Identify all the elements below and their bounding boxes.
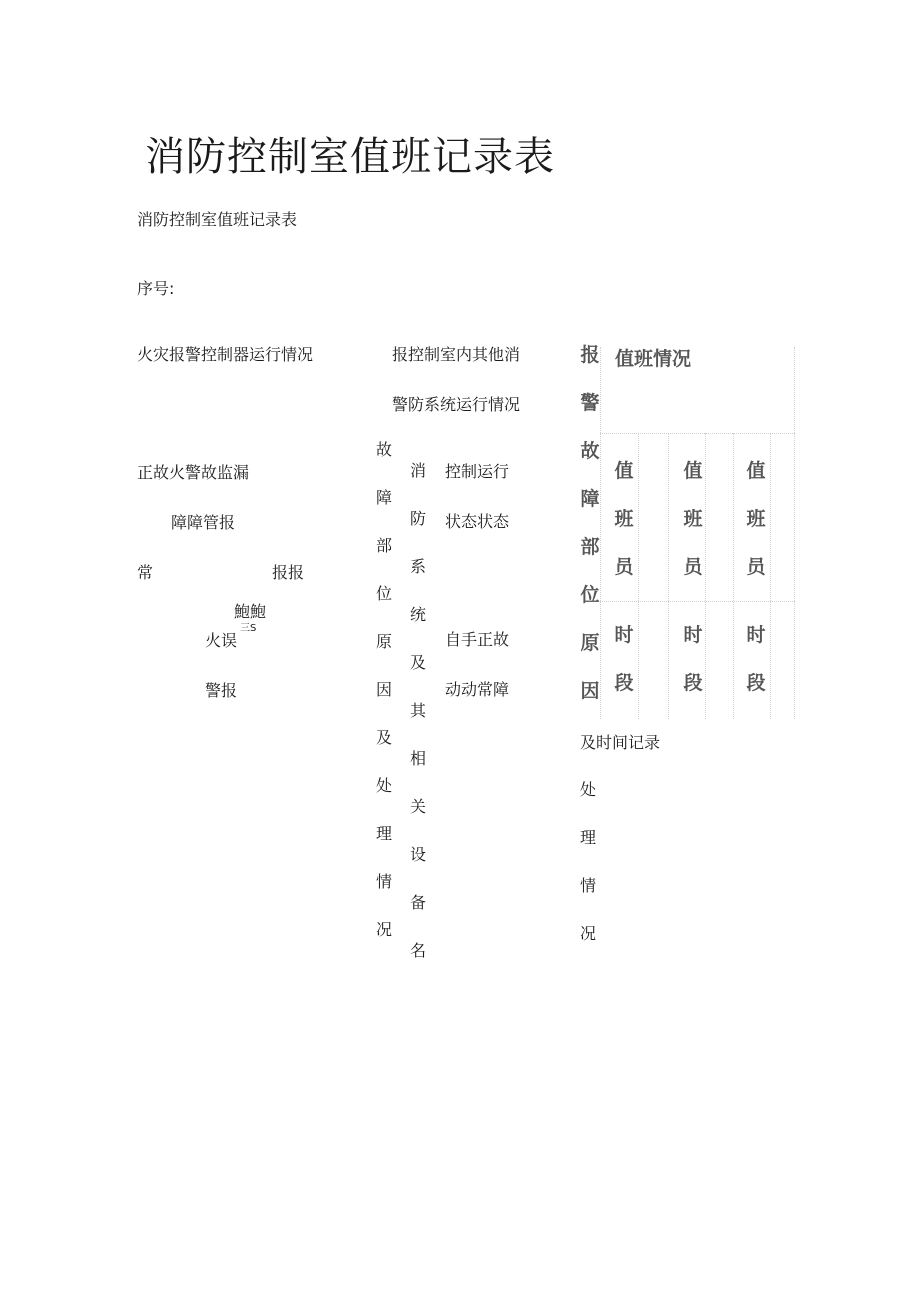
- grid-line: [600, 347, 601, 719]
- alarm-fault-char: 报: [580, 344, 600, 366]
- duty-staff-char: 班: [614, 508, 634, 530]
- duty-staff-char: 段: [614, 672, 634, 694]
- fire-alarm-row-6: 警报: [205, 681, 238, 700]
- fire-alarm-row-1: 正故火警故监漏: [137, 463, 250, 482]
- fault-location-char: 情: [375, 872, 392, 891]
- fire-alarm-row-3b: 报报: [272, 563, 305, 582]
- alarm-fault-char: 原: [580, 632, 600, 654]
- duty-staff-char: 段: [683, 672, 703, 694]
- duty-staff-column-1: [614, 459, 634, 719]
- document-subtitle: 消防控制室值班记录表: [137, 210, 298, 229]
- fault-location-char: 部: [375, 536, 392, 555]
- duty-staff-char: 时: [746, 624, 766, 646]
- alarm-fault-char: 故: [580, 440, 600, 462]
- duty-staff-char: 员: [683, 556, 703, 578]
- duty-staff-char: 段: [746, 672, 766, 694]
- alarm-fault-column: [580, 343, 600, 727]
- duty-staff-column-2: [683, 459, 703, 719]
- fire-system-char: 名: [409, 941, 426, 960]
- fire-alarm-row-3a: 常: [137, 563, 154, 582]
- control-state-row-2: 状态状态: [445, 512, 510, 531]
- grid-line: [668, 433, 669, 719]
- fire-system-char: 关: [409, 797, 426, 816]
- handling-char: 情: [579, 876, 596, 895]
- grid-line: [705, 433, 706, 719]
- fire-system-column: [408, 461, 428, 989]
- fire-system-char: 设: [409, 845, 426, 864]
- fault-location-char: 障: [375, 488, 392, 507]
- fire-system-char: 防: [409, 509, 426, 528]
- page-title: 消防控制室值班记录表: [145, 134, 555, 180]
- duty-staff-char: 时: [614, 624, 634, 646]
- fault-location-char: 理: [375, 824, 392, 843]
- duty-staff-char: 值: [614, 460, 634, 482]
- serial-number-label: 序号:: [137, 279, 175, 298]
- grid-line: [770, 433, 771, 719]
- duty-staff-char: 班: [683, 508, 703, 530]
- grid-line: [794, 347, 795, 719]
- fault-location-char: 及: [375, 728, 392, 747]
- duty-staff-char: 班: [746, 508, 766, 530]
- fault-location-char: 位: [375, 584, 392, 603]
- duty-status-header: 值班情况: [615, 348, 692, 370]
- grid-line: [600, 433, 795, 434]
- fire-system-char: 相: [409, 749, 426, 768]
- other-systems-header-2: 警防系统运行情况: [392, 395, 521, 414]
- fault-location-char: 故: [375, 440, 392, 459]
- alarm-fault-char: 警: [580, 392, 600, 414]
- alarm-fault-char: 因: [580, 680, 600, 702]
- fire-alarm-row-4: 鮑鮑: [234, 602, 267, 621]
- fire-alarm-row-2: 障障管报: [171, 513, 236, 532]
- duty-staff-char: 员: [746, 556, 766, 578]
- fire-system-char: 统: [409, 605, 426, 624]
- handling-char: 理: [579, 828, 596, 847]
- control-state-row-4: 动动常障: [445, 680, 510, 699]
- alarm-fault-char: 位: [580, 584, 600, 606]
- duty-staff-char: 值: [746, 460, 766, 482]
- grid-line: [638, 433, 639, 719]
- fault-location-char: 况: [375, 920, 392, 939]
- handling-char: 处: [579, 780, 596, 799]
- duty-staff-column-3: [746, 459, 766, 719]
- fire-system-char: 及: [409, 653, 426, 672]
- handling-char: 况: [579, 924, 596, 943]
- fire-alarm-row-5: 火误: [205, 631, 238, 650]
- time-record-line: 及时间记录: [580, 733, 661, 752]
- alarm-fault-char: 障: [580, 488, 600, 510]
- duty-staff-char: 员: [614, 556, 634, 578]
- control-state-row-1: 控制运行: [445, 462, 510, 481]
- handling-column: [578, 780, 598, 972]
- control-state-row-3: 自手正故: [445, 630, 510, 649]
- fire-system-char: 其: [409, 701, 426, 720]
- fault-location-char: 原: [375, 632, 392, 651]
- fire-alarm-row-4-small: 三S: [240, 623, 257, 634]
- fault-location-column: [374, 440, 394, 968]
- fire-system-char: 备: [409, 893, 426, 912]
- fire-system-char: 消: [409, 461, 426, 480]
- duty-staff-char: 时: [683, 624, 703, 646]
- alarm-fault-char: 部: [580, 536, 600, 558]
- fault-location-char: 处: [375, 776, 392, 795]
- fire-system-char: 系: [409, 557, 426, 576]
- fire-alarm-header: 火灾报警控制器运行情况: [137, 345, 314, 364]
- grid-line: [733, 433, 734, 719]
- fault-location-char: 因: [375, 680, 392, 699]
- duty-staff-char: 值: [683, 460, 703, 482]
- other-systems-header-1: 报控制室内其他消: [392, 345, 521, 364]
